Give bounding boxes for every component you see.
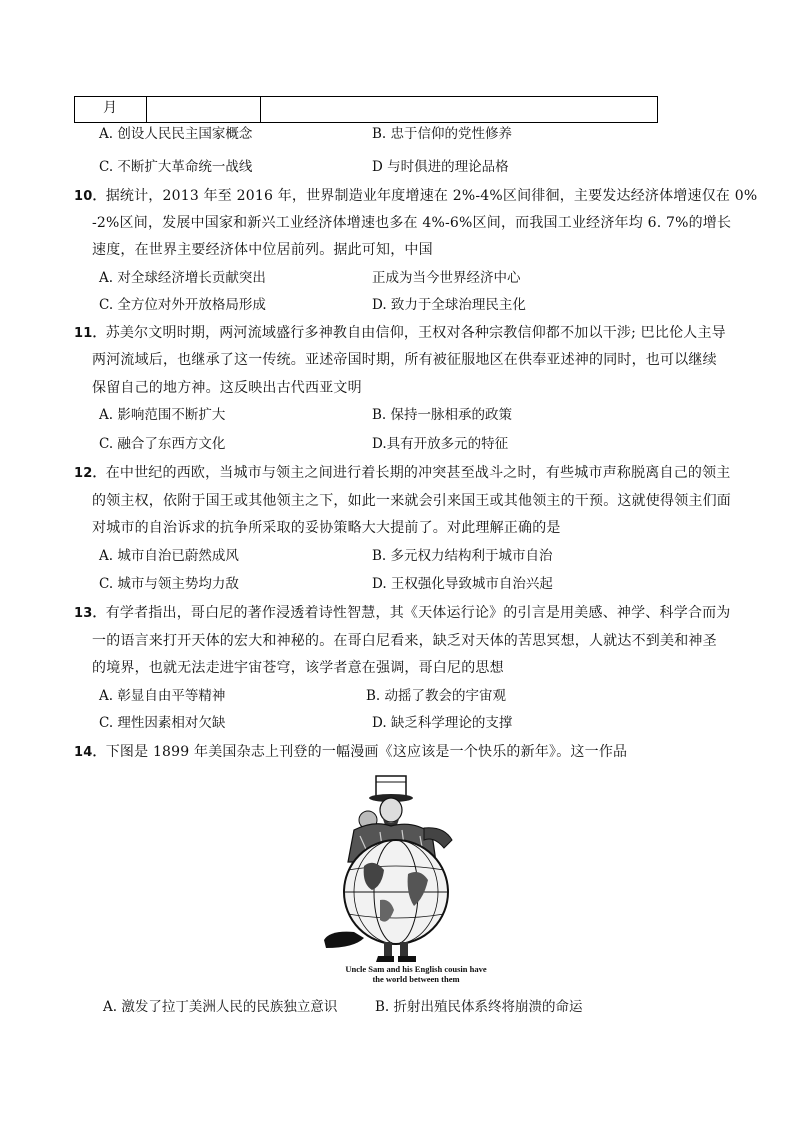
- caption-line-1: Uncle Sam and his English cousin have: [345, 964, 487, 974]
- q9-option-c: C. 不断扩大革命统一战线: [99, 159, 253, 175]
- q13-stem-line-3: 的境界，也就无法走进宇宙苍穹，该学者意在强调，哥白尼的思想: [92, 660, 504, 676]
- q13-option-c: C. 理性因素相对欠缺: [99, 715, 226, 731]
- q14-stem-line-1: 14．下图是 1899 年美国杂志上刊登的一幅漫画《这应该是一个快乐的新年》。这一作品: [74, 744, 628, 760]
- cartoon-caption: [341, 964, 491, 984]
- q11-stem-line-3: 保留自己的地方神。这反映出古代西亚文明: [92, 380, 362, 396]
- q12-option-c: C. 城市与领主势均力敌: [99, 576, 239, 592]
- q13-option-b: B. 动摇了教会的宇宙观: [366, 688, 507, 704]
- q12-option-a: A. 城市自治已蔚然成风: [99, 548, 239, 564]
- table-cell-2: [147, 97, 261, 122]
- q10-option-c: C. 全方位对外开放格局形成: [99, 297, 266, 313]
- q12-number: 12．: [74, 466, 106, 481]
- q10-stem-line-1: 10．据统计，2013 年至 2016 年，世界制造业年度增速在 2%-4%区间徘徊，主要发达经济体增速仅在 0%: [74, 188, 758, 204]
- caption-line-2: the world between them: [372, 974, 460, 984]
- q11-stem-line-2: 两河流域后，也继承了这一传统。亚述帝国时期，所有被征服地区在供奉亚述神的同时，也可以继续: [92, 352, 717, 368]
- q13-option-d: D. 缺乏科学理论的支撑: [372, 715, 513, 731]
- q10-stem-line-3: 速度，在世界主要经济体中位居前列。据此可知，中国: [92, 242, 433, 258]
- q13-stem-line-2: 一的语言来打开天体的宏大和神秘的。在哥白尼看来，缺乏对天体的苦思冥想，人就达不到美和神圣: [92, 633, 717, 649]
- q11-option-c: C. 融合了东西方文化: [99, 436, 226, 452]
- q11-option-b: B. 保持一脉相承的政策: [372, 407, 513, 423]
- q9-option-b: B. 忠于信仰的党性修养: [372, 126, 513, 142]
- q12-stem-line-1: 12．在中世纪的西欧，当城市与领主之间进行着长期的冲突甚至战斗之时，有些城市声称脱离自己的领主: [74, 465, 731, 481]
- q12-option-d: D. 王权强化导致城市自治兴起: [372, 576, 553, 592]
- q13-option-a: A. 彰显自由平等精神: [99, 688, 226, 704]
- political-cartoon-image: [324, 770, 484, 988]
- q12-stem-line-2: 的领主权，依附于国王或其他领主之下，如此一来就会引来国王或其他领主的干预。这就使得领主们面: [92, 493, 731, 509]
- q12-stem-line-3: 对城市的自治诉求的抗争所采取的妥协策略大大提前了。对此理解正确的是: [92, 520, 561, 536]
- q10-number: 10．: [74, 189, 106, 204]
- answer-table-row: [74, 96, 658, 123]
- q11-number: 11．: [74, 326, 106, 341]
- q9-option-a: A. 创设人民民主国家概念: [99, 126, 253, 142]
- q11-stem-line-1: 11．苏美尔文明时期，两河流域盛行多神教自由信仰，王权对各种宗教信仰都不加以干涉; 巴比伦人主导: [74, 325, 726, 341]
- q10-option-a: A. 对全球经济增长贡献突出: [99, 270, 266, 286]
- q11-option-d: D.具有开放多元的特征: [372, 436, 509, 452]
- q10-option-b: 正成为当今世界经济中心: [372, 270, 521, 286]
- q14-option-a: A. 激发了拉丁美洲人民的民族独立意识: [103, 999, 338, 1015]
- q14-number: 14．: [74, 745, 106, 760]
- q10-stem-line-2: -2%区间，发展中国家和新兴工业经济体增速也多在 4%-6%区间，而我国工业经济年均 6. 7%的增长: [92, 215, 732, 231]
- q12-option-b: B. 多元权力结构利于城市自治: [372, 548, 553, 564]
- q13-number: 13．: [74, 606, 106, 621]
- table-cell-3: [261, 97, 657, 122]
- q14-option-b: B. 折射出殖民体系终将崩溃的命运: [375, 999, 583, 1015]
- q13-stem-line-1: 13．有学者指出，哥白尼的著作浸透着诗性智慧，其《天体运行论》的引言是用美感、神学、科学合而为: [74, 605, 731, 621]
- q11-option-a: A. 影响范围不断扩大: [99, 407, 226, 423]
- q10-option-d: D. 致力于全球治理民主化: [372, 297, 526, 313]
- table-cell-month: 月: [75, 97, 147, 122]
- q9-option-d: D 与时俱进的理论品格: [372, 159, 509, 175]
